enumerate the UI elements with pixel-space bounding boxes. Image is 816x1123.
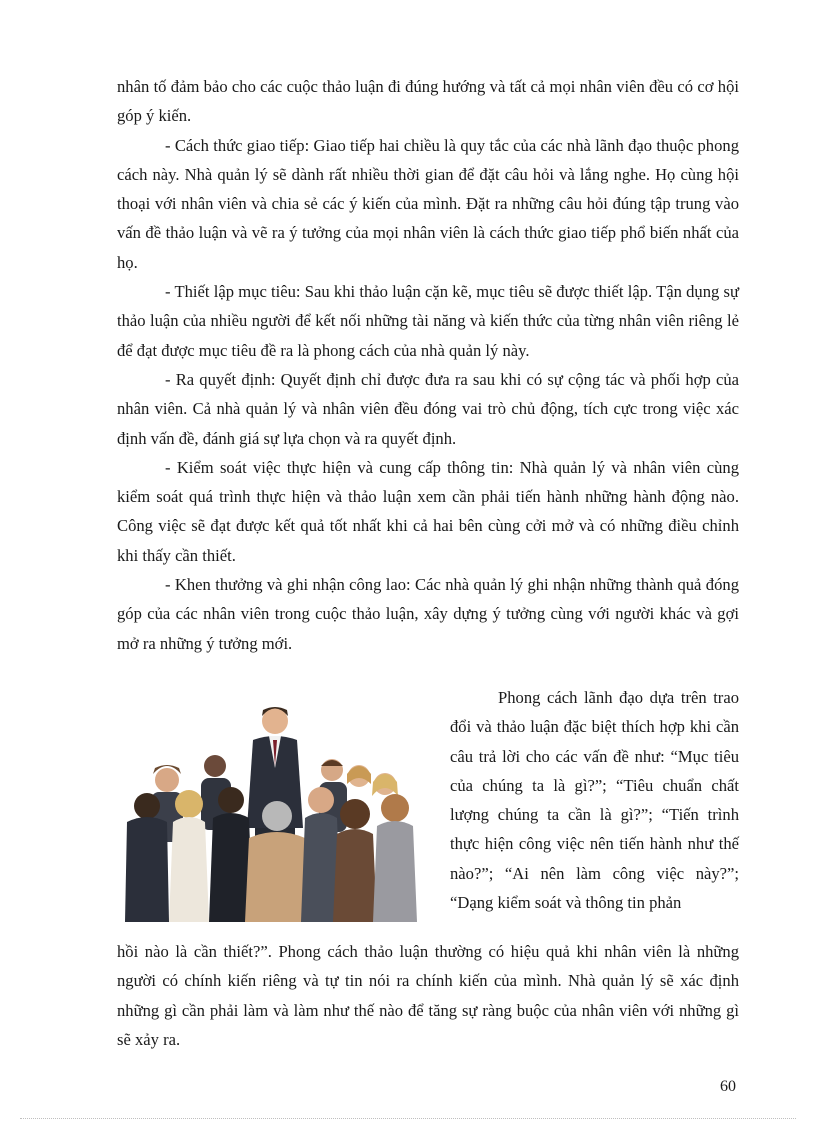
body-text-top [117, 72, 739, 658]
paragraph-communication: - Cách thức giao tiếp: Giao tiếp hai chiều là quy tắc của các nhà lãnh đạo thuộc phong cách này. Nhà quản lý sẽ dành rất nhiều thời gian để đặt câu hỏi và lắng nghe. Họ cùng hội thoại với nhân viên và chia sẻ các ý kiến của mình. Đặt ra những câu hỏi đúng tập trung vào vấn đề thảo luận và vẽ ra ý tưởng của mọi nhân viên là cách thức giao tiếp phổ biến nhất của họ. [117, 135, 739, 272]
body-text-bottom [117, 937, 739, 1054]
paragraph-discussion-style: Phong cách lãnh đạo dựa trên trao đổi và thảo luận đặc biệt thích hợp khi cần câu trả lời cho các vấn đề như: “Mục tiêu của chúng ta là gì?”; “Tiêu chuẩn chất lượng chúng ta cần là gì?”; “Tiến trình thực hiện công việc nên tiến hành như thế nào?”; “Ai nên làm công việc này?”; “Dạng kiểm soát và thông tin phản [450, 688, 739, 913]
side-text-column [450, 683, 739, 917]
paragraph-continuation: nhân tố đảm bảo cho các cuộc thảo luận đi đúng hướng và tất cả mọi nhân viên đều có cơ hội góp ý kiến. [117, 77, 739, 126]
paragraph-decision-making: - Ra quyết định: Quyết định chỉ được đưa ra sau khi có sự cộng tác và phối hợp của nhân viên. Cả nhà quản lý và nhân viên đều đóng vai trò chủ động, tích cực trong việc xác định vấn đề, đánh giá sự lựa chọn và ra quyết định. [117, 369, 739, 448]
page-number: 60 [720, 1078, 736, 1095]
paragraph-discussion-continuation: hồi nào là cần thiết?”. Phong cách thảo luận thường có hiệu quả khi nhân viên là những người có chính kiến riêng và tự tin nói ra chính kiến của mình. Nhà quản lý sẽ xác định những gì cần phải làm và làm như thế nào để tăng sự ràng buộc của nhân viên với những gì sẽ xảy ra. [117, 942, 739, 1049]
paragraph-control-information: - Kiểm soát việc thực hiện và cung cấp thông tin: Nhà quản lý và nhân viên cùng kiểm soát quá trình thực hiện và thảo luận xem cần phải tiến hành những hành động nào. Công việc sẽ đạt được kết quả tốt nhất khi cả hai bên cùng cởi mở và có những điều chỉnh khi thấy cần thiết. [117, 457, 739, 565]
group-meeting-photo [117, 688, 439, 922]
paragraph-reward-recognition: - Khen thưởng và ghi nhận công lao: Các nhà quản lý ghi nhận những thành quả đóng góp của các nhân viên trong cuộc thảo luận, xây dựng ý tưởng cùng với người khác và gợi mở ra những ý tưởng mới. [117, 575, 739, 653]
footer-dotted-line [20, 1118, 796, 1119]
paragraph-goal-setting: - Thiết lập mục tiêu: Sau khi thảo luận cặn kẽ, mục tiêu sẽ được thiết lập. Tận dụng sự thảo luận của nhiều người để kết nối những tài năng và kiến thức của từng nhân viên riêng lẻ để đạt được mục tiêu đề ra là phong cách của nhà quản lý này. [117, 282, 739, 360]
